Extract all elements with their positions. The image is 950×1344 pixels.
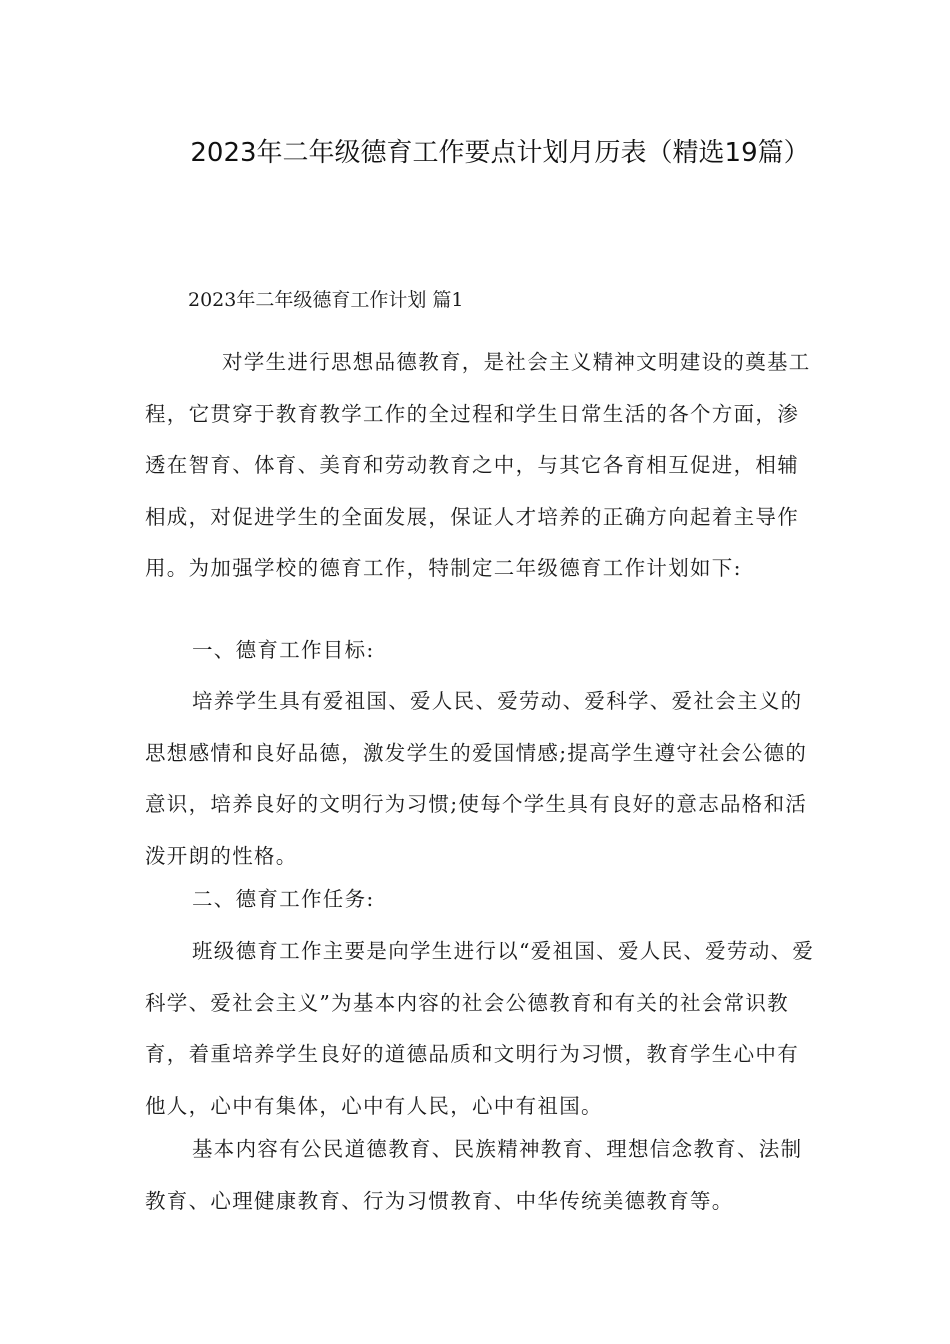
tasks-paragraph: 班级德育工作主要是向学生进行以“爱祖国、爱人民、爱劳动、爱科学、爱社会主义”为基本内容的社会公德教育和有关的社会常识教育，着重培养学生良好的道德品质和文明行为习惯，教育学生心中有他人，心中有集体，心中有人民，心中有祖国。 — [145, 939, 815, 1118]
goals-paragraph: 培养学生具有爱祖国、爱人民、爱劳动、爱科学、爱社会主义的思想感情和良好品德，激发学生的爱国情感;提高学生遵守社会公德的意识，培养良好的文明行为习惯;使每个学生具有良好的意志品格和活泼开朗的性格。 — [145, 689, 808, 868]
section-heading-tasks: 二、德育工作任务: — [192, 887, 375, 911]
content-paragraph: 基本内容有公民道德教育、民族精神教育、理想信念教育、法制教育、心理健康教育、行为习惯教育、中华传统美德教育等。 — [145, 1137, 803, 1213]
section-subtitle: 2023年二年级德育工作计划 篇1 — [188, 289, 464, 311]
document-title: 2023年二年级德育工作要点计划月历表（精选19篇） — [190, 138, 810, 168]
section-heading-goals: 一、德育工作目标: — [192, 638, 375, 662]
intro-paragraph: 对学生进行思想品德教育，是社会主义精神文明建设的奠基工程，它贯穿于教育教学工作的全过程和学生日常生活的各个方面，渗透在智育、体育、美育和劳动教育之中，与其它各育相互促进，相辅相成，对促进学生的全面发展，保证人才培养的正确方向起着主导作用。为加强学校的德育工作，特制定二年级德育工作计划如下: — [145, 350, 811, 580]
